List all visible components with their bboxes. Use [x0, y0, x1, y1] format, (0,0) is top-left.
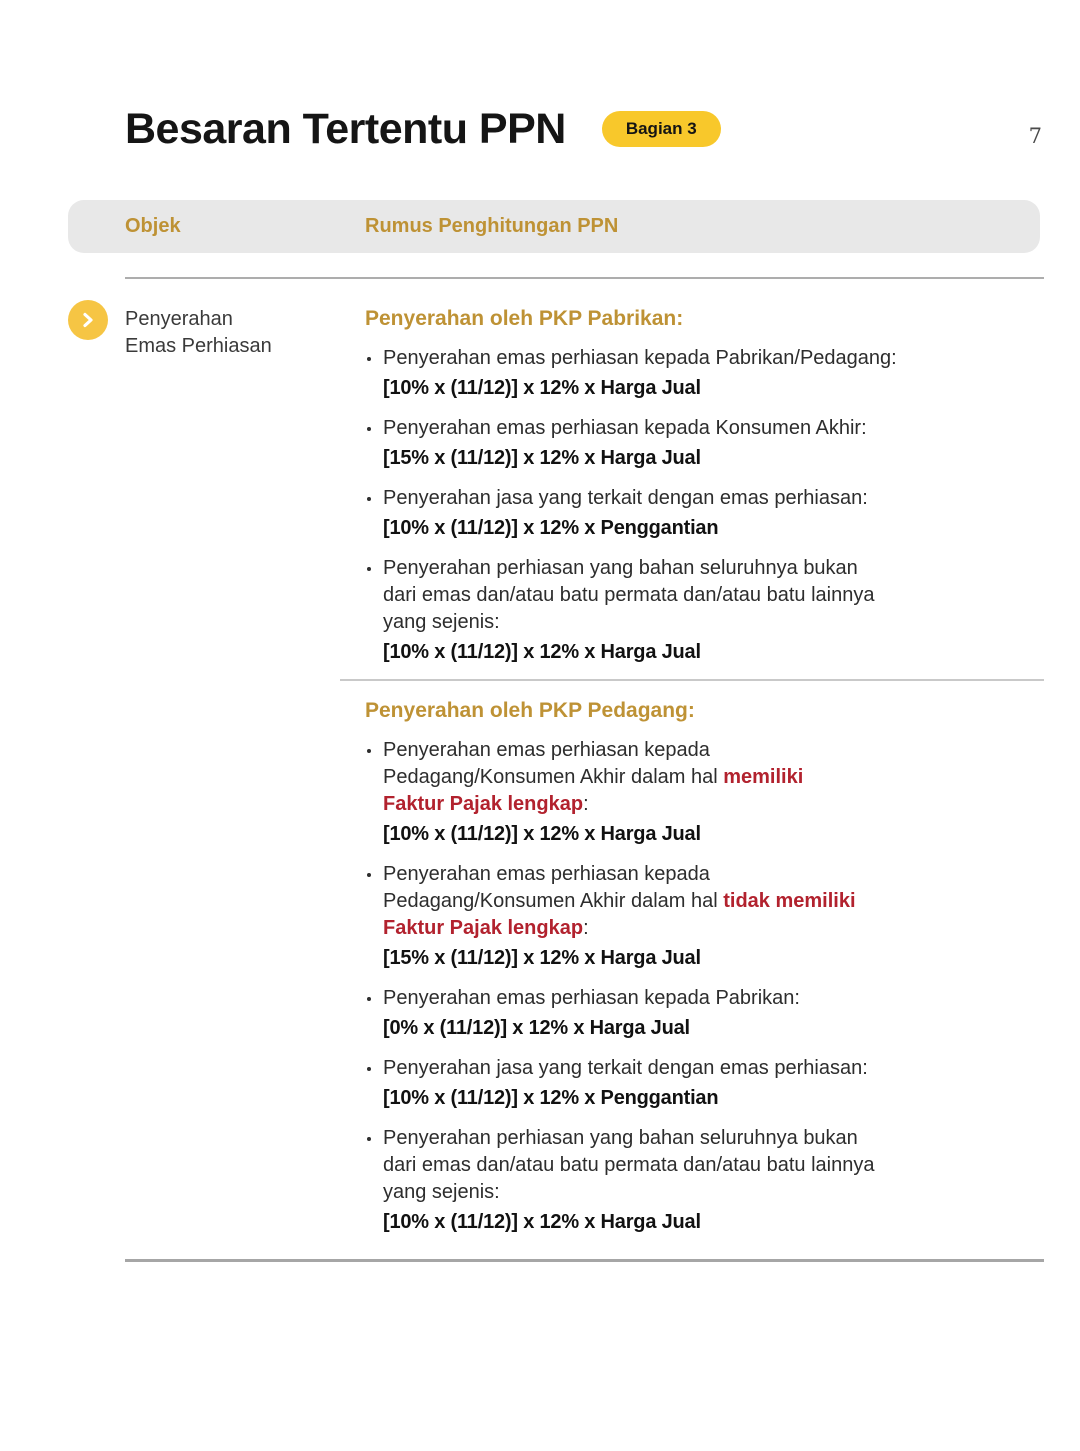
bullet-dot: [365, 737, 383, 848]
bullet-text: Penyerahan emas perhiasan kepada Pabrikan/Pedagang:: [383, 347, 897, 369]
bullet-text: Penyerahan emas perhiasan kepada Konsumen Akhir:: [383, 417, 867, 439]
bullet-text-line: :: [583, 917, 589, 939]
bullet-text-line: :: [583, 793, 589, 815]
objek-label: [125, 297, 340, 1249]
row-marker-column: [68, 297, 125, 1249]
chevron-right-icon: [68, 300, 108, 340]
table-row: [0, 297, 1080, 1249]
bullet-dot: [365, 985, 383, 1042]
formula-text: [0% x (11/12)] x 12% x Harga Jual: [383, 1017, 690, 1039]
bullet-text-line: yang sejenis:: [383, 611, 500, 633]
table-header-bar: [68, 200, 1040, 253]
emphasis-red-text: memiliki: [723, 766, 804, 788]
formula-text: [15% x (11/12)] x 12% x Harga Jual: [383, 947, 701, 969]
bullet-text-line: Pedagang/Konsumen Akhir dalam hal: [383, 890, 724, 912]
list-item: [365, 985, 1044, 1042]
bullet-text-line: Pedagang/Konsumen Akhir dalam hal: [383, 766, 724, 788]
bullet-text: [383, 1125, 1044, 1206]
objek-line1: Penyerahan: [125, 308, 233, 330]
bullet-dot: [365, 1055, 383, 1112]
list-item: [365, 415, 1044, 472]
formula-text: [10% x (11/12)] x 12% x Penggantian: [383, 517, 719, 539]
list-item: [365, 345, 1044, 402]
title-row: [125, 104, 1080, 154]
list-item: [365, 1125, 1044, 1236]
formula-text: [10% x (11/12)] x 12% x Penggantian: [383, 1087, 719, 1109]
bullet-text-line: Penyerahan emas perhiasan kepada: [383, 739, 710, 761]
bullet-text: [383, 555, 1044, 636]
section-heading: Penyerahan oleh PKP Pedagang:: [365, 699, 695, 722]
bullet-text: Penyerahan jasa yang terkait dengan emas perhiasan:: [383, 1057, 868, 1079]
list-item: [365, 485, 1044, 542]
bullet-text-line: yang sejenis:: [383, 1181, 500, 1203]
list-item: [365, 861, 1044, 972]
bullet-text-line: dari emas dan/atau batu permata dan/atau batu lainnya: [383, 584, 875, 606]
section-pkp-pedagang: [340, 681, 1044, 1236]
objek-line2: Emas Perhiasan: [125, 335, 272, 357]
column-header-rumus: Rumus Penghitungan PPN: [365, 215, 619, 237]
bullet-text-line: Penyerahan emas perhiasan kepada: [383, 863, 710, 885]
formula-text: [10% x (11/12)] x 12% x Harga Jual: [383, 377, 701, 399]
list-item: [365, 737, 1044, 848]
bullet-text: Penyerahan jasa yang terkait dengan emas perhiasan:: [383, 487, 868, 509]
bullet-dot: [365, 861, 383, 972]
list-item: [365, 1055, 1044, 1112]
bullet-dot: [365, 415, 383, 472]
section-badge: Bagian 3: [602, 111, 721, 147]
bullet-dot: [365, 485, 383, 542]
bullet-text-line: Penyerahan perhiasan yang bahan seluruhnya bukan: [383, 1127, 858, 1149]
rumus-column: [340, 297, 1044, 1249]
bullet-dot: [365, 1125, 383, 1236]
bullet-dot: [365, 345, 383, 402]
formula-text: [10% x (11/12)] x 12% x Harga Jual: [383, 823, 701, 845]
top-divider: [125, 277, 1044, 279]
bottom-divider: [125, 1259, 1044, 1262]
section-heading: Penyerahan oleh PKP Pabrikan:: [365, 307, 684, 330]
bullet-text: Penyerahan emas perhiasan kepada Pabrikan:: [383, 987, 800, 1009]
bullet-text: [383, 861, 1044, 942]
column-header-objek: Objek: [125, 215, 181, 237]
bullet-dot: [365, 555, 383, 666]
emphasis-red-text: tidak memiliki: [723, 890, 856, 912]
section-pkp-pabrikan: [340, 297, 1044, 666]
page-number: 7: [1028, 124, 1042, 148]
bullet-text-line: dari emas dan/atau batu permata dan/atau batu lainnya: [383, 1154, 875, 1176]
page-title: Besaran Tertentu PPN: [125, 105, 566, 153]
formula-text: [10% x (11/12)] x 12% x Harga Jual: [383, 641, 701, 663]
emphasis-red-text: Faktur Pajak lengkap: [383, 793, 584, 815]
list-item: [365, 555, 1044, 666]
bullet-text-line: Penyerahan perhiasan yang bahan seluruhnya bukan: [383, 557, 858, 579]
formula-text: [15% x (11/12)] x 12% x Harga Jual: [383, 447, 701, 469]
emphasis-red-text: Faktur Pajak lengkap: [383, 917, 584, 939]
formula-text: [10% x (11/12)] x 12% x Harga Jual: [383, 1211, 701, 1233]
bullet-text: [383, 737, 1044, 818]
